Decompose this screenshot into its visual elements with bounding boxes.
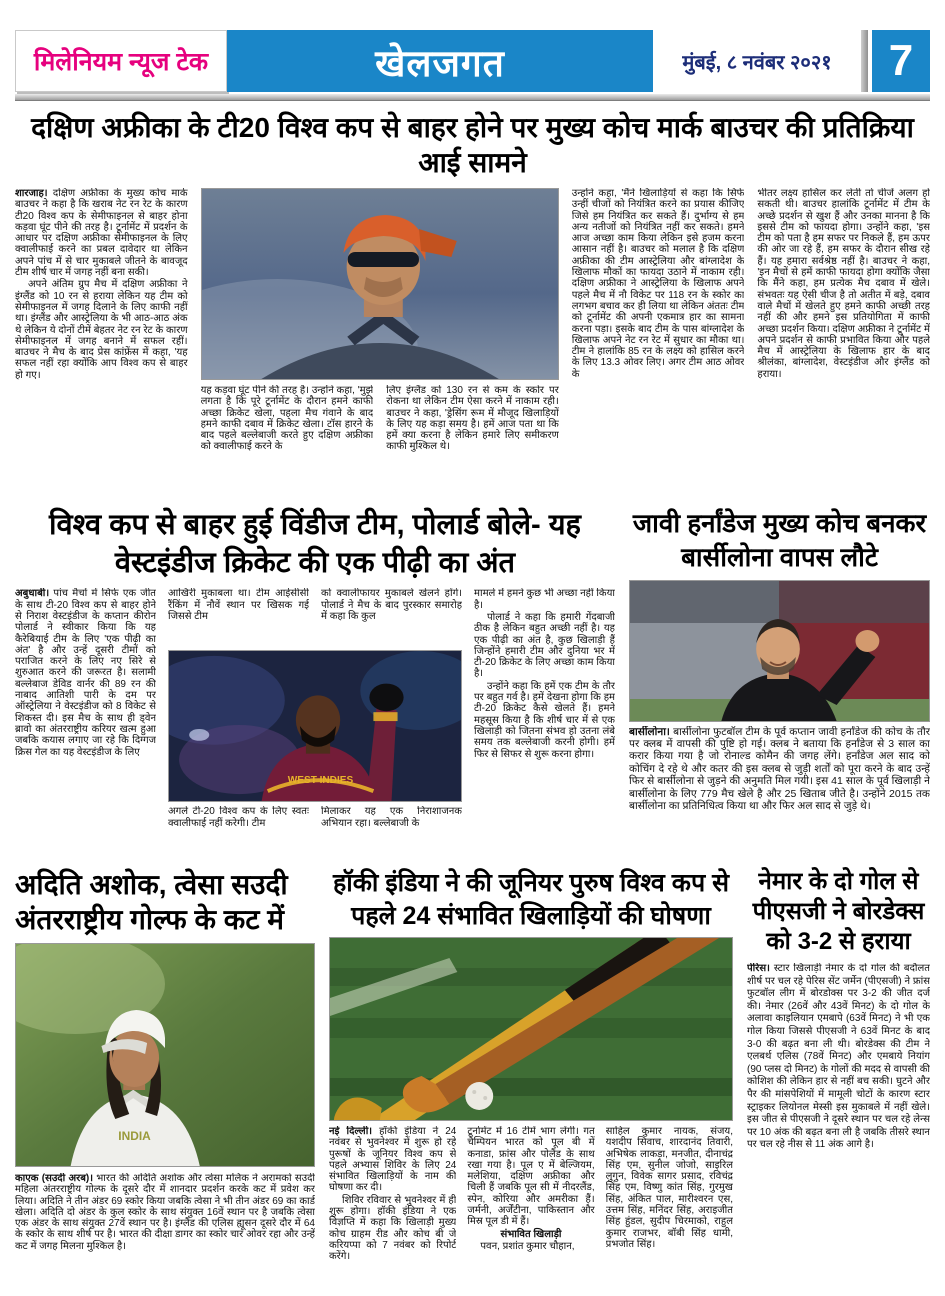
- article-psg: [747, 867, 930, 1296]
- article-column: भीतर लक्ष्य हासिल कर लेती तो चीजें अलग हो सकती थी। बाउचर हालांकि टूर्नामेंट में टीम के अच्छे प्रदर्शन से खुश हैं और उनका मानना है कि इससे टीम को फायदा होगा। उन्होंने कहा, 'इस टीम को पता है हम सफर पर निकले हैं, हम ऊपर की ओर जा रहे हैं, हम सफर के दौरान सीख रहे हैं। यह हमारा सर्वश्रेष्ठ नहीं है। बाउचर ने कहा, 'इन मैचों से हमें काफी फायदा होगा क्योंकि जैसा कि मैंने कहा, हम प्रत्येक मैच दबाव में खेले। संभवतः यह ऐसी चीज है तो अतीत में बड़े, दबाव वाले मैचों में खेलते हुए हमने काफी अच्छी तरह नहीं की और हमने इस प्रतियोगिता में काफी अच्छा प्रदर्शन किया। दक्षिण अफ्रीका ने टूर्नामेंट में अपने प्रदर्शन से काफी प्रभावित किया और पहले मैच में आस्ट्रेलिया के खिलाफ हार के बाद श्रीलंका, बांग्लादेश, वेस्टइंडीज और इंग्लैंड को हराया।: [757, 188, 930, 380]
- dateline: पेरिस।: [747, 963, 774, 974]
- article-text: शिविर रविवार से भुवनेश्वर में ही शुरू होगा। हॉकी इंडिया ने एक विज्ञप्ति में कहा कि खिलाड़ी मुख्य कोच ग्राहम रीड और कोच बी जे करियप्पा को 7 नवंबर को रिपोर्ट करेंगे।: [329, 1194, 457, 1263]
- article-column: [329, 1126, 456, 1296]
- xavi-photo: [629, 580, 930, 722]
- boucher-photo: [201, 188, 559, 380]
- hockey-columns: [329, 1126, 733, 1296]
- article-column: आखिरी मुकाबला था। टीम आईसीसी रैंकिंग में नौवें स्थान पर खिसक गई जिससे टीम: [168, 588, 309, 622]
- article-column: [474, 588, 615, 850]
- dateline: शारजाह।: [15, 188, 53, 199]
- bottom-row: [15, 867, 930, 1296]
- pollard-photo-graphic: [169, 651, 461, 801]
- pollard-photo: [168, 650, 462, 802]
- hockey-sticks-photo: [329, 937, 733, 1121]
- article-column: यह कड़वा घूंट पीने की तरह है। उन्होंने कहा, 'मुझे लगता है कि पूरे टूर्नामेंट के दौरान हमने काफी अच्छा क्रिकेट खेला, पहला मैच गंवाने के बाद हमने काफी दबाव में क्रिकेट खेला। टॉस हारने के बाद पहले बल्लेबाजी करते हुए दक्षिण अफ्रीका को क्वालीफाई करने के: [200, 385, 374, 453]
- article-text: पोलार्ड ने कहा कि हमारी गेंदबाजी ठीक है लेकिन बहुत अच्छी नहीं है। यह एक पीढ़ी का अंत है, कुछ खिलाड़ी हैं जिन्होंने हमारी टीम और दुनिया भर में टी-20 क्रिकेट के लिए अच्छा काम किया है।: [474, 611, 615, 680]
- dateline: नई दिल्ली।: [329, 1126, 380, 1137]
- page-number: 7: [872, 30, 930, 92]
- article-text: पवन, प्रशांत कुमार चौहान,: [480, 1240, 575, 1252]
- article-column: [629, 726, 930, 814]
- psg-headline: नेमार के दो गोल से पीएसजी ने बोरडेक्स को 3-2 से हराया: [752, 868, 925, 955]
- aditi-photo: [15, 943, 315, 1167]
- article-text: भारत की अदिति अशोक और त्वेसा मलिक ने अरामको सउदी महिला अंतरराष्ट्रीय गोल्फ के दूसरे दौर में शानदार प्रदर्शन करके कट में प्रवेश कर लिया। अदिति ने तीन अंडर 69 स्कोर किया जबकि त्वेसा ने भी तीन अंडर 69 का कार्ड खेला। अदिति दो अंडर के कुल स्कोर के साथ संयुक्त 16वें स्थान पर है जबकि त्वेसा एक अंडर के साथ संयुक्त 27वें स्थान पर है। इंग्लैंड की एलिस ह्यूसन दूसरे दौर में 64 के स्कोर के साथ शीर्ष पर है। भारत की दीक्षा डागर का स्कोर चार ओवर रहा और उन्हें कट में जगह मिलना मुश्किल है।: [15, 1173, 315, 1252]
- main-headline: दक्षिण अफ्रीका के टी20 विश्व कप से बाहर होने पर मुख्य कोच मार्क बाउचर की प्रतिक्रिया आई सामने: [31, 112, 914, 178]
- article-column: मिलाकर यह एक निराशाजनक अभियान रहा। बल्लेबाजी के: [321, 806, 462, 829]
- article-column: [15, 1173, 315, 1253]
- article-text: पांच मैचों में सिर्फ एक जीत के साथ टी-20 विश्व कप से बाहर होने से निराश वेस्टइंडीज के कप्तान कीरोन पोलार्ड ने स्वीकार किया कि यह कैरेबियाई टीम के लिए 'एक पीढ़ी का अंत' है और उन्हें दूसरी टीमों को पराजित करने के लिए नए सिरे से शुरुआत करने की जरूरत है। सलामी बल्लेबाज डेविड वार्नर की 89 रन की नाबाद आतिशी पारी के दम पर ऑस्ट्रेलिया ने वेस्टइंडीज को 8 विकेट से शिकस्त दी। इस मैच के साथ ही ड्वेन ब्रावो का अंतरराष्ट्रीय करियर खत्म हुआ जबकि कयास लगाए जा रहे कि दिग्गज क्रिस गेल का यह वेस्टइंडीज के लिए: [15, 588, 156, 758]
- article-column: को क्वालीफायर मुकाबले खेलने होंगे। पोलार्ड ने मैच के बाद पुरस्कार समारोह में कहा कि कुल: [321, 588, 462, 622]
- dateline: बार्सीलोना।: [629, 725, 674, 738]
- shirt-text: INDIA: [118, 1128, 151, 1144]
- probables-subhead: संभावित खिलाड़ी: [500, 1228, 562, 1240]
- article-column: [15, 188, 188, 500]
- masthead: [15, 30, 930, 92]
- dateline: अबुधाबी।: [15, 588, 54, 600]
- article-text: अपने अंतिम ग्रुप मैच में दक्षिण अफ्रीका ने इंग्लैंड को 10 रन से हराया लेकिन यह टीम को सेमीफाइनल में जगह दिलाने के लिए काफी नहीं था। इंग्लैंड और आस्ट्रेलिया के भी आठ-आठ अंक थे लेकिन ये दोनों टीमें बेहतर नेट रन रेट के कारण सेमीफाइनल में जगह बनाने में सफल रहीं। बाउचर ने मैच के बाद प्रेस कांफ्रेंस में कहा, 'यह सफल नहीं रहा क्योंकि आप विश्व कप से बाहर हो गए।: [15, 279, 188, 381]
- edition-date: मुंबई, ८ नवंबर २०२१: [653, 30, 861, 92]
- xavi-headline: जावी हर्नांडेज मुख्य कोच बनकर बार्सीलोना वापस लौटे: [632, 508, 927, 572]
- article-golf: [15, 867, 315, 1296]
- article-text: स्टार खिलाड़ी नेमार के दो गोल की बदौलत शीर्ष पर चल रहे पेरिस सेंट जर्मेन (पीएसजी) ने फ्रांस फुटबॉल लीग में बोरडोक्स पर 3-2 की जीत दर्ज की। नेमार (26वें और 43वें मिनट) के दो गोल के अलावा काइलियान एमबापे (63वें मिनट) ने भी एक गोल किया जिससे पीएसजी ने 63वें मिनट के बाद 3-0 की बढ़त बना ली थी। बोरडेक्स की टीम ने एलबर्थ एलिस (78वें मिनट) और एमबाये नियांग (90 प्लस दो मिनट) के गोलों की मदद से वापसी की कोशिश की लेकिन हार से नहीं बच सकी। घुटने और पैर की मांसपेशियों में मामूली चोटों के कारण स्टार स्ट्राइकर लियोनल मेस्सी इस मुकाबले में नहीं खेले। इस जीत से पीएसजी ने दूसरे स्थान पर चल रहे लेन्स पर 10 अंक की बढ़त बना ली है जबकि तीसरे स्थान पर चल रहे नीस से 11 अंक आगे है।: [747, 963, 930, 1151]
- windies-columns: [15, 588, 615, 850]
- masthead-divider: [861, 30, 868, 92]
- article-column: साहिल कुमार नायक, संजय, यशदीप सिवाच, शारदानंद तिवारी, अभिषेक लाकड़ा, मनजीत, दीनाचंद्र सिंह एम, सुनील जोजो, साइरिल लुगुन, विवेक सागर प्रसाद, रविचंद्र सिंह एम, विष्णु कांत सिंह, गुरमुख सिंह, अंकित पाल, मारीश्वरन एस, उत्तम सिंह, मनिंदर सिंह, अराइजीत सिंह हुंडल, सुदीप चिरमाको, राहुल कुमार राजभर, बॉबी सिंह धामी, प्रभजोत सिंह।: [605, 1126, 733, 1250]
- aditi-photo-graphic: [16, 944, 314, 1166]
- article-column: [747, 963, 930, 1153]
- xavi-photo-graphic: [630, 581, 929, 721]
- article-text: उन्होंने कहा कि हमें एक टीम के तौर पर बहुत गर्व है। हमें देखना होगा कि हम टी-20 क्रिकेट कैसे खेलते हैं। हमने महसूस किया है कि शीर्ष चार में से एक खिलाड़ी को जितना संभव हो उतना लंबे समय तक बल्लेबाजी करनी होगी। हमें फिर से सिफर से शुरू करना होगा।: [474, 680, 615, 760]
- article-text: हॉकी इंडिया ने 24 नवंबर से भुवनेश्वर में शुरू हो रहे पुरूषों के जूनियर विश्व कप से पहले अभ्यास शिविर के लिए 24 संभावित खिलाड़ियों के नाम की घोषणा कर दी।: [329, 1126, 457, 1194]
- newspaper-name: मिलेनियम न्यूज टेक: [15, 30, 227, 92]
- hockey-headline: हॉकी इंडिया ने की जूनियर पुरुष विश्व कप से पहले 24 संभावित खिलाड़ियों की घोषणा: [332, 869, 730, 930]
- article-boucher: [15, 188, 930, 500]
- article-column: लिए इंग्लैंड को 130 रन से कम के स्कोर पर रोकना था लेकिन टीम ऐसा करने में नाकाम रही। बाउचर ने कहा, 'ड्रेसिंग रूम में मौजूद खिलाड़ियों के लिए यह कड़ा समय है। हमें आज पता था कि हमें क्या करना है लेकिन हमारे लिए समीकरण काफी मुश्किल थे।: [386, 385, 559, 453]
- article-xavi: [629, 507, 930, 863]
- dateline: काएक (सउदी अरब)।: [15, 1173, 97, 1184]
- windies-headline: विश्व कप से बाहर हुई विंडीज टीम, पोलार्ड बोले- यह वेस्टइंडीज क्रिकेट की एक पीढ़ी का अंत: [49, 509, 581, 579]
- article-text: बार्सीलोना फुटबॉल टीम के पूर्व कप्तान जावी हर्नांडेज की कोच के तौर पर क्लब में वापसी की पुष्टि हो गई। क्लब ने बताया कि हर्नांडेज से 3 साल का करार किया गया है जो रोनाल्ड कोमैन की जगह लेंगे। हर्नांडेज अल साद को कोचिंग दे रहे थे और कतर की इस क्लब से जुड़ी शर्तों को पूरा करने के बाद उन्हें फिर से बार्सीलोना से जुड़ने की अनुमति मिल गयी। इस 41 साल के पूर्व खिलाड़ी ने बार्सीलोना के लिए 779 मैच खेले है और 25 खिताब जीते है। उन्होंने 2015 तक बार्सीलोना का प्रतिनिधित्व किया था और फिर अल साद से जुड़े थे।: [629, 725, 930, 813]
- boucher-photo-graphic: [202, 189, 558, 379]
- article-column: [15, 588, 156, 850]
- middle-row: [15, 507, 930, 863]
- jersey-text: WEST INDIES: [287, 775, 354, 787]
- article-windies: [15, 507, 615, 863]
- hockey-photo-graphic: [330, 938, 732, 1120]
- article-column: [467, 1126, 594, 1296]
- article-text: टूर्नामेंट में 16 टीमें भाग लेंगी। गत चैम्पियन भारत को पूल बी में कनाडा, फ्रांस और पोलैंड के साथ रखा गया है। पूल ए में बेल्जियम, मलेशिया, दक्षिण अफ्रीका और चिली हैं जबकि पूल सी में नीदरलैंड, स्पेन, कोरिया और अमरीका हैं। जर्मनी, अर्जेंटीना, पाकिस्तान और मिस्र पूल डी में हैं।: [467, 1126, 595, 1228]
- masthead-bevel: [15, 94, 930, 101]
- article-column: अगले टी-20 विश्व कप के लिए स्वतः क्वालीफाई नहीं करेगी। टीम: [168, 806, 309, 829]
- article-text: दक्षिण अफ्रीका के मुख्य कोच मार्क बाउचर ने कहा है कि खराब नेट रन रेट के कारण टी20 विश्व कप के सेमीफाइनल से बाहर होना कड़वा घूंट पीने की तरह है। टूर्नामेंट में प्रदर्शन के आधार पर दक्षिण अफ्रीका सेमीफाइनल के लिए क्वालीफाई करने का प्रबल दावेदार था लेकिन अपने पांच में से चार मुकाबले जीतने के बावजूद टीम शीर्ष चार में जगह नहीं बना सकी।: [15, 188, 188, 279]
- golf-headline: अदिति अशोक, त्वेसा सउदी अंतरराष्ट्रीय गोल्फ के कट में: [15, 869, 288, 935]
- article-column: उन्होंने कहा, 'मैंने खिलाड़ियों से कहा कि सिर्फ उन्हीं चीजों को नियंत्रित करने का प्रयास कीजिए जिसे हम नियंत्रित कर सकते हैं। दुर्भाग्य से हम अन्य नतीजों को नियंत्रित नहीं कर सकते। हमने आज अच्छा काम किया लेकिन इसे हजम करना आसान नहीं है। बाउचर को मलाल है कि दक्षिण अफ्रीका की टीम आस्ट्रेलिया और बांग्लादेश के खिलाफ मौकों का फायदा उठाने में नाकाम रही। दक्षिण अफ्रीका ने आस्ट्रेलिया के खिलाफ अपने पहले मैच में नौ विकेट पर 118 रन के स्कोर का लगभग बचाव कर ही लिया था लेकिन अंततः टीम को टूर्नामेंट की अपनी एकमात्र हार का सामना करना पड़ा। इसके बाद टीम के पास बांग्लादेश के खिलाफ अपने नेट रन रेट में सुधार का मौका था। टीम ने हालांकि 85 रन के लक्ष्य को हासिल करने के लिए 13.3 ओवर लिए। अगर टीम आठ ओवर के: [571, 188, 745, 380]
- article-hockey: [329, 867, 733, 1296]
- section-title: खेलजगत: [227, 30, 653, 92]
- article-text: मामले में हमने कुछ भी अच्छा नहीं किया है।: [474, 588, 615, 611]
